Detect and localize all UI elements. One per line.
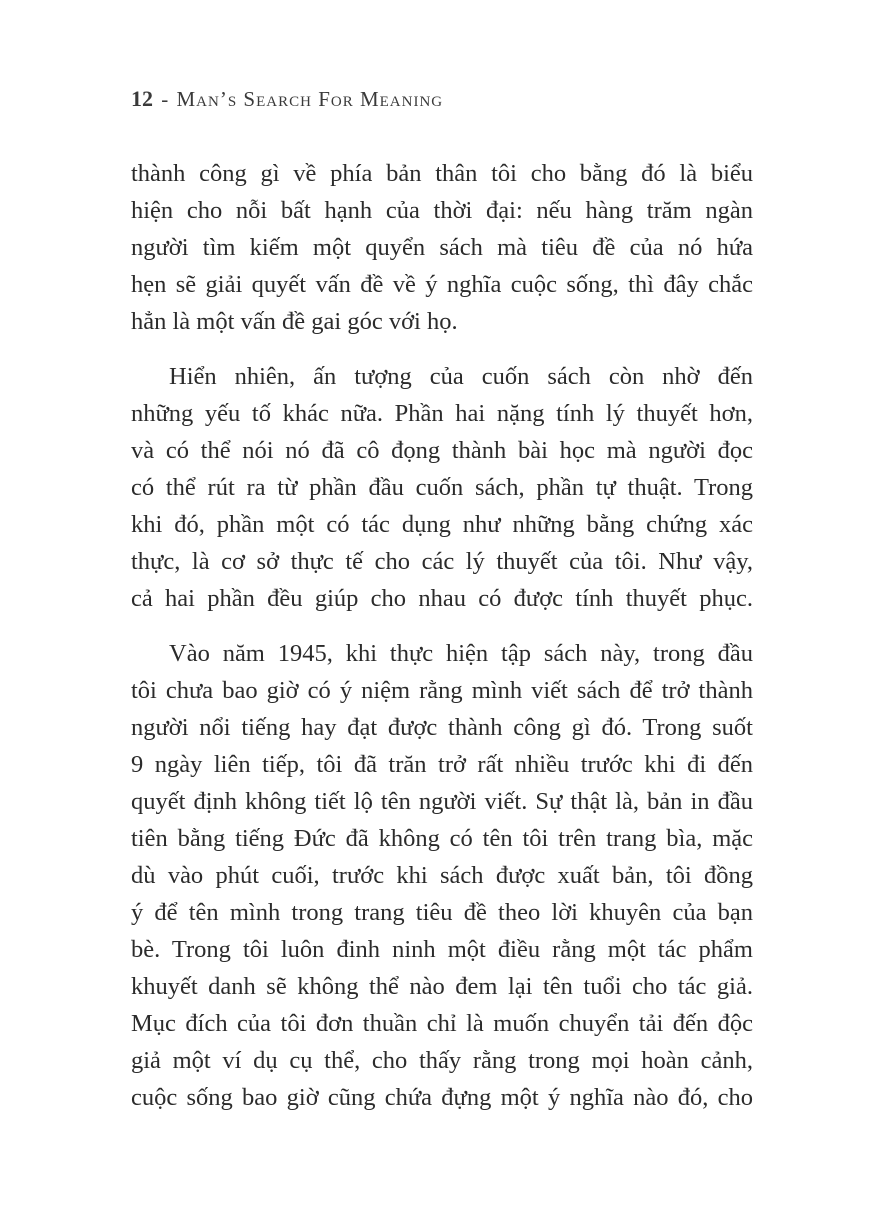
text-line: những yếu tố khác nữa. Phần hai nặng tính lý thuyết hơn, xyxy=(131,400,753,427)
book-page xyxy=(131,0,753,1229)
text-line: tôi chưa bao giờ có ý niệm rằng mình viết sách để trở thành xyxy=(131,677,753,704)
text-line: ý để tên mình trong trang tiêu đề theo lời khuyên của bạn xyxy=(131,899,753,926)
text-line: thành công gì về phía bản thân tôi cho bằng đó là biểu xyxy=(131,160,753,187)
text-line: có thể rút ra từ phần đầu cuốn sách, phần tự thuật. Trong xyxy=(131,474,753,501)
paragraph-3 xyxy=(131,635,753,1116)
text-line: cuộc sống bao giờ cũng chứa đựng một ý nghĩa nào đó, cho xyxy=(131,1084,753,1111)
page-number: 12 xyxy=(131,86,153,111)
text-line: khi đó, phần một có tác dụng như những bằng chứng xác xyxy=(131,511,753,538)
paragraph-2 xyxy=(131,358,753,617)
text-line: quyết định không tiết lộ tên người viết. Sự thật là, bản in đầu xyxy=(131,788,753,815)
text-line: giả một ví dụ cụ thể, cho thấy rằng trong mọi hoàn cảnh, xyxy=(131,1047,753,1074)
text-line: thực, là cơ sở thực tế cho các lý thuyết của tôi. Như vậy, xyxy=(131,548,753,575)
text-line: khuyết danh sẽ không thể nào đem lại tên tuổi cho tác giả. xyxy=(131,973,753,1000)
text-line: bè. Trong tôi luôn đinh ninh một điều rằng một tác phẩm xyxy=(131,936,753,963)
header-separator: - xyxy=(161,87,169,111)
text-line: Hiển nhiên, ấn tượng của cuốn sách còn nhờ đến xyxy=(169,363,753,390)
text-line: người tìm kiếm một quyển sách mà tiêu đề của nó hứa xyxy=(131,234,753,261)
body-text xyxy=(131,155,753,1134)
text-line: Mục đích của tôi đơn thuần chỉ là muốn chuyển tải đến độc xyxy=(131,1010,753,1037)
text-line: và có thể nói nó đã cô đọng thành bài học mà người đọc xyxy=(131,437,753,464)
running-header xyxy=(131,86,443,112)
text-line: 9 ngày liên tiếp, tôi đã trăn trở rất nhiều trước khi đi đến xyxy=(131,751,753,778)
text-line: cả hai phần đều giúp cho nhau có được tính thuyết phục. xyxy=(131,585,753,612)
paragraph-1 xyxy=(131,155,753,340)
text-line: hiện cho nỗi bất hạnh của thời đại: nếu hàng trăm ngàn xyxy=(131,197,753,224)
text-line: hẳn là một vấn đề gai góc với họ. xyxy=(131,308,458,335)
book-title: Man’s Search For Meaning xyxy=(176,87,444,111)
text-line: dù vào phút cuối, trước khi sách được xuất bản, tôi đồng xyxy=(131,862,753,889)
text-line: tiên bằng tiếng Đức đã không có tên tôi trên trang bìa, mặc xyxy=(131,825,753,852)
text-line: người nổi tiếng hay đạt được thành công gì đó. Trong suốt xyxy=(131,714,753,741)
text-line: hẹn sẽ giải quyết vấn đề về ý nghĩa cuộc sống, thì đây chắc xyxy=(131,271,753,298)
text-line: Vào năm 1945, khi thực hiện tập sách này, trong đầu xyxy=(169,640,753,667)
